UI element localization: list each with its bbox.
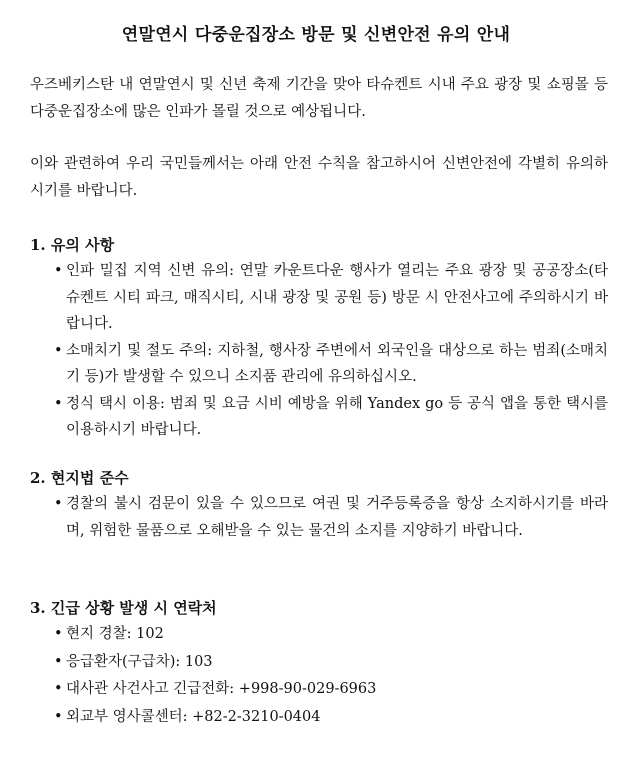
bullet-icon: • (54, 626, 63, 642)
list-item (30, 391, 608, 444)
list-item (30, 676, 608, 704)
list-item-text: 경찰의 불시 검문이 있을 수 있으므로 여권 및 거주등록증을 항상 소지하시기를 바라며, 위험한 물품으로 오해받을 수 있는 물건의 소지를 지양하기 바랍니다. (66, 496, 608, 539)
bullet-list (30, 621, 608, 731)
bullet-icon: • (54, 395, 63, 412)
list-item-text: 소매치기 및 절도 주의: 지하철, 행사장 주변에서 외국인을 대상으로 하는 범죄(소매치기 등)가 발생할 수 있으니 소지품 관리에 유의하십시오. (66, 342, 608, 385)
list-item (30, 491, 608, 544)
bullet-list (30, 258, 608, 444)
list-item-text: 인파 밀집 지역 신변 유의: 연말 카운트다운 행사가 열리는 주요 광장 및 공공장소(타슈켄트 시티 파크, 매직시티, 시내 광장 및 공원 등) 방문 시 안전사고에 주의하시기 바랍니다. (66, 263, 608, 332)
bullet-icon: • (54, 681, 63, 697)
contact-ambulance: 응급환자(구급차): 103 (66, 653, 213, 670)
bullet-icon: • (54, 708, 63, 725)
section-heading: 3. 긴급 상황 발생 시 연락처 (30, 599, 217, 617)
section-heading: 2. 현지법 준수 (30, 469, 129, 487)
document-title: 연말연시 다중운집장소 방문 및 신변안전 유의 안내 (121, 25, 511, 45)
bullet-icon: • (54, 342, 63, 359)
intro-paragraph-1: 우즈베키스탄 내 연말연시 및 신년 축제 기간을 맞아 타슈켄트 시내 주요 광장 및 쇼핑몰 등 다중운집장소에 많은 인파가 몰릴 것으로 예상됩니다. (30, 77, 608, 120)
list-item (30, 649, 608, 677)
bullet-icon: • (54, 263, 63, 279)
list-item-text: 정식 택시 이용: 범죄 및 요금 시비 예방을 위해 Yandex go 등 공식 앱을 통한 택시를 이용하시기 바랍니다. (66, 395, 608, 438)
contact-consular-call-center: 외교부 영사콜센터: +82-2-3210-0404 (66, 708, 321, 725)
bullet-list (30, 491, 608, 544)
contact-local-police: 현지 경찰: 102 (66, 626, 164, 642)
list-item (30, 338, 608, 391)
section-emergency-contacts (30, 595, 608, 731)
list-item (30, 258, 608, 338)
section-heading: 1. 유의 사항 (30, 236, 115, 254)
list-item (30, 704, 608, 732)
contact-embassy-hotline: 대사관 사건사고 긴급전화: +998-90-029-6963 (66, 681, 377, 697)
bullet-icon: • (54, 653, 63, 670)
list-item (30, 621, 608, 649)
intro-paragraph-2: 이와 관련하여 우리 국민들께서는 아래 안전 수칙을 참고하시어 신변안전에 각별히 유의하시기를 바랍니다. (30, 156, 608, 199)
section-local-law (30, 465, 608, 544)
section-precautions (30, 232, 608, 444)
bullet-icon: • (54, 496, 63, 512)
